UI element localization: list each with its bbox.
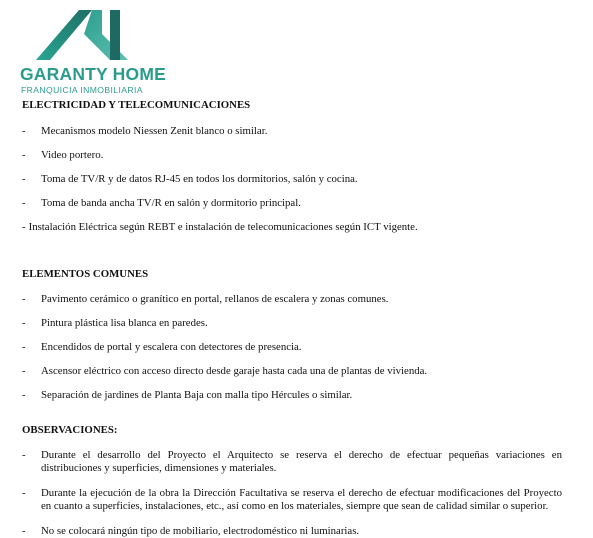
list-item: - Encendidos de portal y escalera con detectores de presencia. bbox=[22, 341, 302, 353]
list-item: - Video portero. bbox=[22, 149, 104, 161]
list-item: - Durante la ejecución de la obra la Dirección Facultativa se reserva el derecho de efectuar modificaciones del Proyecto en cuanto a superficies, instalaciones, etc., así como en los materiales, siempre que sean de calidad similar o superior. bbox=[22, 487, 562, 512]
list-item: - Pintura plástica lisa blanca en paredes. bbox=[22, 317, 208, 329]
specifications-document bbox=[22, 99, 562, 538]
list-item: - Toma de TV/R y de datos RJ-45 en todos los dormitorios, salón y cocina. bbox=[22, 173, 358, 185]
list-item: - Pavimento cerámico o granítico en portal, rellanos de escalera y zonas comunes. bbox=[22, 293, 389, 305]
house-logo-icon bbox=[36, 6, 132, 62]
section-heading: ELECTRICIDAD Y TELECOMUNICACIONES bbox=[22, 99, 251, 111]
list-item: - No se colocará ningún tipo de mobiliario, electrodoméstico ni luminarias. bbox=[22, 525, 360, 537]
list-item: - Ascensor eléctrico con acceso directo desde garaje hasta cada una de plantas de vivienda. bbox=[22, 365, 428, 377]
list-item: - Separación de jardines de Planta Baja con malla tipo Hércules o similar. bbox=[22, 389, 353, 401]
section-heading: ELEMENTOS COMUNES bbox=[22, 268, 149, 280]
list-item: - Mecanismos modelo Niessen Zenit blanco o similar. bbox=[22, 125, 268, 137]
list-item: - Durante el desarrollo del Proyecto el Arquitecto se reserva el derecho de efectuar pequeñas variaciones en distribuciones y superficies, dimensiones y materiales. bbox=[22, 449, 562, 474]
section-observations bbox=[22, 424, 562, 538]
list-item: - Instalación Eléctrica según REBT e instalación de telecomunicaciones según ICT vigente. bbox=[22, 221, 418, 233]
brand-name: GARANTY HOME bbox=[20, 64, 166, 84]
list-item: - Toma de banda ancha TV/R en salón y dormitorio principal. bbox=[22, 197, 301, 209]
section-common-elements bbox=[22, 268, 562, 402]
section-electricity bbox=[22, 99, 562, 234]
brand-subtitle: FRANQUICIA INMOBILIARIA bbox=[21, 85, 143, 95]
company-logo bbox=[20, 6, 166, 98]
section-heading: OBSERVACIONES: bbox=[22, 424, 118, 436]
